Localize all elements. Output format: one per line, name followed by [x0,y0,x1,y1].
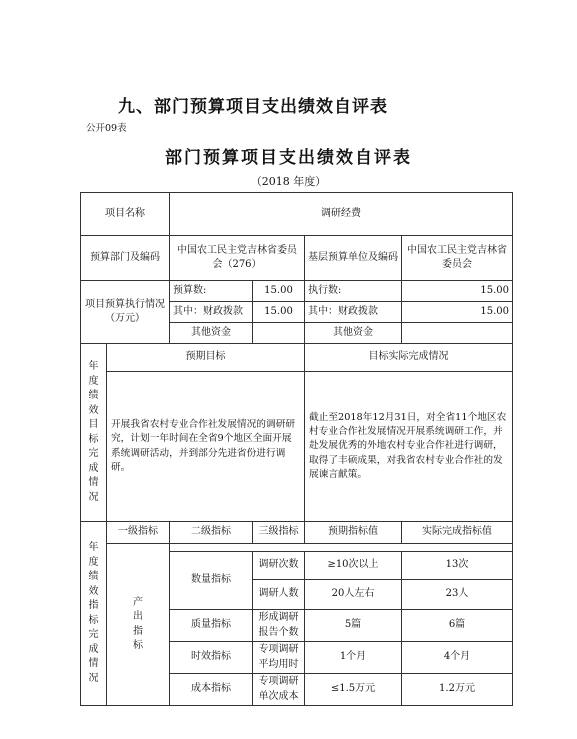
executed-amount-label: 执行数: [305,281,402,302]
performance-table [80,192,513,706]
annual-goal-section-label: 年 度 绩 效 目 标 完 成 情 况 [81,344,107,522]
executed-other-label: 其他资金 [305,323,402,344]
actual-goal-text: 截止至2018年12月31日，对全省11个地区农村专业合作社发展情况开展系统调研工作，并赴发展优秀的外地农村专业合作社进行调研，取得了丰硕成果，对我省农村专业合作社的发展谏言献策。 [305,372,513,522]
header-expected: 预期指标值 [305,522,402,544]
level3-cell: 专项调研单次成本 [253,674,305,706]
level2-cost: 成本指标 [170,674,253,706]
spacer-row [170,544,513,552]
budget-other-label: 其他资金 [170,323,253,344]
budget-fiscal-value: 15.00 [253,302,305,323]
executed-fiscal-value: 15.00 [402,302,513,323]
actual-value: 4个月 [402,642,513,674]
expected-value: 1个月 [305,642,402,674]
expected-value: ≥10次以上 [305,552,402,580]
form-number: 公开09表 [86,123,127,134]
header-level3: 三级指标 [253,522,305,544]
budget-label: 项目预算执行情况（万元） [81,281,170,344]
level3-cell: 调研人数 [253,580,305,610]
expected-value: ≤1.5万元 [305,674,402,706]
header-level2: 二级指标 [170,522,253,544]
actual-goal-header: 目标实际完成情况 [305,344,513,372]
unit-value: 中国农工民主党吉林省委员会 [402,236,513,281]
level1-output: 产 出 指 标 [107,544,170,706]
level3-cell: 调研次数 [253,552,305,580]
actual-value: 13次 [402,552,513,580]
budget-fiscal-label: 其中：财政拨款 [170,302,253,323]
indicator-section-label: 年 度 绩 效 指 标 完 成 情 况 [81,522,107,706]
level2-quantity: 数量指标 [170,552,253,610]
budget-amount-label: 预算数: [170,281,253,302]
section-heading: 九、部门预算项目支出绩效自评表 [118,97,388,117]
budget-other-value [253,323,305,344]
level2-timeliness: 时效指标 [170,642,253,674]
header-actual: 实际完成指标值 [402,522,513,544]
project-name-label: 项目名称 [81,193,170,236]
executed-other-value [402,323,513,344]
expected-goal-header: 预期目标 [107,344,305,372]
document-title: 部门预算项目支出绩效自评表 [165,148,412,168]
executed-fiscal-label: 其中：财政拨款 [305,302,402,323]
dept-value: 中国农工民主党吉林省委员会（276） [170,236,305,281]
expected-value: 20人左右 [305,580,402,610]
budget-amount-value: 15.00 [253,281,305,302]
document-year: （2018 年度） [250,175,327,188]
dept-label: 预算部门及编码 [81,236,170,281]
executed-amount-value: 15.00 [402,281,513,302]
actual-value: 23人 [402,580,513,610]
level2-quality: 质量指标 [170,610,253,642]
level3-cell: 形成调研报告个数 [253,610,305,642]
expected-goal-text: 开展我省农村专业合作社发展情况的调研研究，计划一年时间在全省9个地区全面开展系统调研活动，并到部分先进省份进行调研。 [107,372,305,522]
level3-cell: 专项调研平均用时 [253,642,305,674]
expected-value: 5篇 [305,610,402,642]
actual-value: 1.2万元 [402,674,513,706]
header-level1: 一级指标 [107,522,170,544]
unit-label: 基层预算单位及编码 [305,236,402,281]
project-name-value: 调研经费 [170,193,513,236]
actual-value: 6篇 [402,610,513,642]
